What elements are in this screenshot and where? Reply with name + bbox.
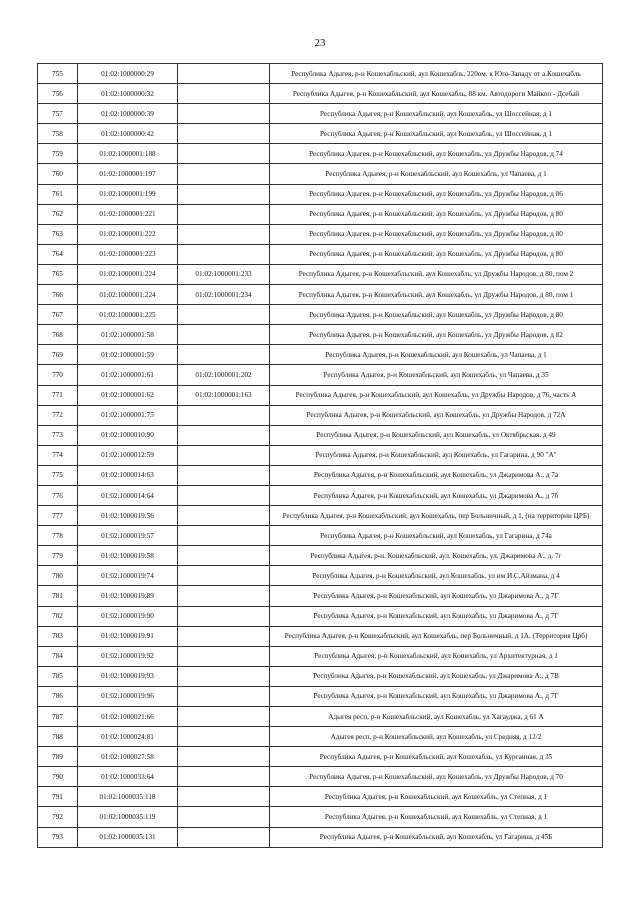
address-cell: Республика Адыгея, р-н Кошехабльский, аул Кошехабль, ул Чапаева, д 1 — [270, 164, 603, 184]
cadastral-number-cell: 01:02:1000035:131 — [78, 827, 178, 847]
related-cadastral-number-cell: 01:02:1000001:202 — [178, 365, 270, 385]
row-number-cell: 783 — [38, 626, 78, 646]
cadastral-number-cell: 01:02:1000019:90 — [78, 606, 178, 626]
address-cell: Республика Адыгея, р-н Кошехабльский, аул Кошехабль, ул Дружбы Народов, д 74 — [270, 144, 603, 164]
address-cell: Республика Адыгея, р-н Кошехабльский, аул Кошехабль, ул Октябрьская, д 49 — [270, 425, 603, 445]
cadastral-number-cell: 01:02:1000019:92 — [78, 646, 178, 666]
row-number-cell: 791 — [38, 787, 78, 807]
related-cadastral-number-cell — [178, 827, 270, 847]
cadastral-number-cell: 01:02:1000019:89 — [78, 586, 178, 606]
related-cadastral-number-cell — [178, 646, 270, 666]
address-cell: Республика Адыгея, р-н Кошехабльский, аул Кошехабль, пер Больничный, д 1А, (Территория Црб) — [270, 626, 603, 646]
table-row — [38, 264, 603, 284]
row-number-cell: 768 — [38, 325, 78, 345]
table-row — [38, 365, 603, 385]
address-cell: Республика Адыгея, р-н Кошехабльский, аул Кошехабль, ул Джаримова А., д 7Г — [270, 586, 603, 606]
row-number-cell: 760 — [38, 164, 78, 184]
cadastral-number-cell: 01:02:1000001:188 — [78, 144, 178, 164]
row-number-cell: 787 — [38, 707, 78, 727]
cadastral-number-cell: 01:02:1000019:96 — [78, 686, 178, 706]
page-number: 23 — [314, 37, 326, 49]
registry-table — [37, 63, 603, 848]
related-cadastral-number-cell — [178, 465, 270, 485]
row-number-cell: 775 — [38, 465, 78, 485]
address-cell: Республика Адыгея, р-н Кошехабльский, аул Кошехабль, ул Дружбы Народов, д 86 — [270, 184, 603, 204]
address-cell: Адыгея респ, р-н Кошехабльский, аул Кошехабль, ул Хагауджа, д 61 А — [270, 707, 603, 727]
related-cadastral-number-cell — [178, 325, 270, 345]
table-row — [38, 506, 603, 526]
cadastral-number-cell: 01:02:1000001:59 — [78, 345, 178, 365]
address-cell: Республика Адыгея, р-н Кошехабльский, аул Кошехабль, 88 км. Автодороги Майкоп - Дсебай — [270, 84, 603, 104]
cadastral-number-cell: 01:02:1000001:75 — [78, 405, 178, 425]
table-row — [38, 767, 603, 787]
address-cell: Республика Адыгея, р-н. Кошехабльский, аул. Кошехабль, ул. Джаримова А., д. 7г — [270, 546, 603, 566]
table-row — [38, 204, 603, 224]
row-number-cell: 776 — [38, 485, 78, 505]
related-cadastral-number-cell — [178, 727, 270, 747]
related-cadastral-number-cell — [178, 305, 270, 325]
table-row — [38, 485, 603, 505]
row-number-cell: 764 — [38, 244, 78, 264]
table-row — [38, 144, 603, 164]
address-cell: Республика Адыгея, р-н Кошехабльский, аул Кошехабль, ул Гагарина, д 90 "А" — [270, 445, 603, 465]
table-row — [38, 84, 603, 104]
related-cadastral-number-cell — [178, 526, 270, 546]
row-number-cell: 769 — [38, 345, 78, 365]
cadastral-number-cell: 01:02:1000019:74 — [78, 566, 178, 586]
row-number-cell: 793 — [38, 827, 78, 847]
table-row — [38, 285, 603, 305]
related-cadastral-number-cell — [178, 84, 270, 104]
related-cadastral-number-cell — [178, 445, 270, 465]
row-number-cell: 759 — [38, 144, 78, 164]
cadastral-number-cell: 01:02:1000021:66 — [78, 707, 178, 727]
table-row — [38, 727, 603, 747]
cadastral-number-cell: 01:02:1000019:57 — [78, 526, 178, 546]
cadastral-number-cell: 01:02:1000001:224 — [78, 264, 178, 284]
row-number-cell: 780 — [38, 566, 78, 586]
cadastral-number-cell: 01:02:1000019:91 — [78, 626, 178, 646]
address-cell: Республика Адыгея, р-н Кошехабльский, аул Кошехабль, пер Больничный, д 1, (на территории ЦРБ) — [270, 506, 603, 526]
registry-table-body — [38, 64, 603, 848]
cadastral-number-cell: 01:02:1000001:61 — [78, 365, 178, 385]
cadastral-number-cell: 01:02:1000033:64 — [78, 767, 178, 787]
table-row — [38, 345, 603, 365]
address-cell: Республика Адыгея, р-н Кошехабльский, аул Кошехабль, ул Дружбы Народов, д 76, часть А — [270, 385, 603, 405]
cadastral-number-cell: 01:02:1000000:29 — [78, 64, 178, 84]
table-row — [38, 104, 603, 124]
related-cadastral-number-cell — [178, 606, 270, 626]
address-cell: Республика Адыгея, р-н Кошехабльский, аул Кошехабль, ул Степная, д 1 — [270, 807, 603, 827]
address-cell: Республика Адыгея, р-н Кошехабльский, аул Кошехабль, ул Дружбы Народов, д 72А — [270, 405, 603, 425]
address-cell: Республика Адыгея, р-н Кошехабльский, аул Кошехабль, ул Джаримова А., д 7б — [270, 485, 603, 505]
table-row — [38, 305, 603, 325]
table-row — [38, 787, 603, 807]
related-cadastral-number-cell — [178, 124, 270, 144]
row-number-cell: 779 — [38, 546, 78, 566]
row-number-cell: 758 — [38, 124, 78, 144]
address-cell: Республика Адыгея, р-н Кошехабльский, аул Кошехабль, ул Джаримова А., д 7Г — [270, 686, 603, 706]
related-cadastral-number-cell — [178, 506, 270, 526]
row-number-cell: 757 — [38, 104, 78, 124]
table-row — [38, 666, 603, 686]
cadastral-number-cell: 01:02:1000019:93 — [78, 666, 178, 686]
cadastral-number-cell: 01:02:1000019:56 — [78, 506, 178, 526]
address-cell: Республика Адыгея, р-н Кошехабльский, аул Кошехабль, ул Дружбы Народов, д 80, пом 2 — [270, 264, 603, 284]
table-row — [38, 807, 603, 827]
cadastral-number-cell: 01:02:1000001:222 — [78, 224, 178, 244]
related-cadastral-number-cell — [178, 485, 270, 505]
related-cadastral-number-cell — [178, 787, 270, 807]
table-row — [38, 244, 603, 264]
cadastral-number-cell: 01:02:1000001:223 — [78, 244, 178, 264]
row-number-cell: 777 — [38, 506, 78, 526]
related-cadastral-number-cell — [178, 807, 270, 827]
table-row — [38, 325, 603, 345]
cadastral-number-cell: 01:02:1000024:81 — [78, 727, 178, 747]
row-number-cell: 781 — [38, 586, 78, 606]
related-cadastral-number-cell — [178, 626, 270, 646]
table-row — [38, 425, 603, 445]
related-cadastral-number-cell — [178, 425, 270, 445]
table-row — [38, 445, 603, 465]
row-number-cell: 784 — [38, 646, 78, 666]
cadastral-number-cell: 01:02:1000001:225 — [78, 305, 178, 325]
address-cell: Республика Адыгея, р-н Кошехабльский, аул Кошехабль, ул Джаримова А., д 7а — [270, 465, 603, 485]
address-cell: Республика Адыгея, р-н Кошехабльский, аул Кошехабль, 220ом. к Юго-Западу от а.Кошехабль — [270, 64, 603, 84]
table-row — [38, 646, 603, 666]
table-row — [38, 707, 603, 727]
row-number-cell: 785 — [38, 666, 78, 686]
address-cell: Республика Адыгея, р-н Кошехабльский, аул Кошехабль, ул Джаримова А., д 7Г — [270, 606, 603, 626]
table-row — [38, 686, 603, 706]
related-cadastral-number-cell — [178, 686, 270, 706]
table-row — [38, 626, 603, 646]
table-row — [38, 224, 603, 244]
related-cadastral-number-cell — [178, 144, 270, 164]
row-number-cell: 762 — [38, 204, 78, 224]
table-row — [38, 546, 603, 566]
table-row — [38, 566, 603, 586]
related-cadastral-number-cell — [178, 64, 270, 84]
related-cadastral-number-cell — [178, 546, 270, 566]
address-cell: Республика Адыгея, р-н Кошехабльский, аул Кошехабль, ул Чапаева, д 1 — [270, 345, 603, 365]
related-cadastral-number-cell — [178, 666, 270, 686]
related-cadastral-number-cell — [178, 244, 270, 264]
related-cadastral-number-cell — [178, 204, 270, 224]
table-row — [38, 526, 603, 546]
related-cadastral-number-cell — [178, 405, 270, 425]
related-cadastral-number-cell — [178, 184, 270, 204]
address-cell: Республика Адыгея, р-н Кошехабльский, аул Кошехабль, ул Джаримова А., д 7В — [270, 666, 603, 686]
related-cadastral-number-cell — [178, 345, 270, 365]
table-row — [38, 124, 603, 144]
row-number-cell: 778 — [38, 526, 78, 546]
cadastral-number-cell: 01:02:1000001:62 — [78, 385, 178, 405]
cadastral-number-cell: 01:02:1000010:90 — [78, 425, 178, 445]
related-cadastral-number-cell: 01:02:1000001:233 — [178, 264, 270, 284]
table-row — [38, 64, 603, 84]
table-row — [38, 164, 603, 184]
row-number-cell: 755 — [38, 64, 78, 84]
related-cadastral-number-cell: 01:02:1000001:234 — [178, 285, 270, 305]
row-number-cell: 790 — [38, 767, 78, 787]
table-row — [38, 827, 603, 847]
table-row — [38, 465, 603, 485]
table-row — [38, 184, 603, 204]
row-number-cell: 773 — [38, 425, 78, 445]
row-number-cell: 792 — [38, 807, 78, 827]
address-cell: Республика Адыгея, р-н Кошехабльский, аул Кошехабль, ул Архитектурная, д 1 — [270, 646, 603, 666]
address-cell: Адыгея респ, р-н Кошехабльский, аул Кошехабль, ул Средняя, д 12/2 — [270, 727, 603, 747]
address-cell: Республика Адыгея, р-н Кошехабльский, аул Кошехабль, ул Гагарина, д 45Б — [270, 827, 603, 847]
cadastral-number-cell: 01:02:1000019:58 — [78, 546, 178, 566]
cadastral-number-cell: 01:02:1000027:58 — [78, 747, 178, 767]
row-number-cell: 761 — [38, 184, 78, 204]
address-cell: Республика Адыгея, р-н Кошехабльский, аул Кошехабль, ул Дружбы Народов, д 80, пом 1 — [270, 285, 603, 305]
row-number-cell: 770 — [38, 365, 78, 385]
address-cell: Республика Адыгея, р-н Кошехабльский, аул Кошехабль, ул Гагарина, д 74а — [270, 526, 603, 546]
address-cell: Республика Адыгея, р-н Кошехабльский, аул Кошехабль, ул им И.С.Айзмана, д 4 — [270, 566, 603, 586]
cadastral-number-cell: 01:02:1000014:64 — [78, 485, 178, 505]
row-number-cell: 756 — [38, 84, 78, 104]
address-cell: Республика Адыгея, р-н Кошехабльский, аул Кошехабль, ул Дружбы Народов, д 70 — [270, 767, 603, 787]
row-number-cell: 782 — [38, 606, 78, 626]
row-number-cell: 766 — [38, 285, 78, 305]
related-cadastral-number-cell: 01:02:1000001:163 — [178, 385, 270, 405]
address-cell: Республика Адыгея, р-н Кошехабльский, аул Кошехабль, ул Дружбы Народов, д 80 — [270, 224, 603, 244]
table-row — [38, 606, 603, 626]
row-number-cell: 763 — [38, 224, 78, 244]
row-number-cell: 786 — [38, 686, 78, 706]
row-number-cell: 765 — [38, 264, 78, 284]
related-cadastral-number-cell — [178, 586, 270, 606]
table-row — [38, 405, 603, 425]
cadastral-number-cell: 01:02:1000001:58 — [78, 325, 178, 345]
cadastral-number-cell: 01:02:1000001:199 — [78, 184, 178, 204]
address-cell: Республика Адыгея, р-н Кошехабльский, аул Кошехабль, ул Шоссейная, д 1 — [270, 124, 603, 144]
related-cadastral-number-cell — [178, 224, 270, 244]
address-cell: Республика Адыгея, р-н Кошехабльский, аул Кошехабль, ул Курганная, д 35 — [270, 747, 603, 767]
row-number-cell: 771 — [38, 385, 78, 405]
cadastral-number-cell: 01:02:1000014:63 — [78, 465, 178, 485]
row-number-cell: 774 — [38, 445, 78, 465]
row-number-cell: 789 — [38, 747, 78, 767]
cadastral-number-cell: 01:02:1000001:197 — [78, 164, 178, 184]
address-cell: Республика Адыгея, р-н Кошехабльский, аул Кошехабль, ул Чапаева, д 35 — [270, 365, 603, 385]
cadastral-number-cell: 01:02:1000000:42 — [78, 124, 178, 144]
address-cell: Республика Адыгея, р-н Кошехабльский, аул Кошехабль, ул Степная, д 1 — [270, 787, 603, 807]
related-cadastral-number-cell — [178, 767, 270, 787]
row-number-cell: 772 — [38, 405, 78, 425]
table-row — [38, 385, 603, 405]
cadastral-number-cell: 01:02:1000035:119 — [78, 807, 178, 827]
cadastral-number-cell: 01:02:1000012:59 — [78, 445, 178, 465]
cadastral-number-cell: 01:02:1000035:118 — [78, 787, 178, 807]
row-number-cell: 788 — [38, 727, 78, 747]
table-row — [38, 586, 603, 606]
cadastral-number-cell: 01:02:1000001:221 — [78, 204, 178, 224]
cadastral-number-cell: 01:02:1000001:224 — [78, 285, 178, 305]
related-cadastral-number-cell — [178, 747, 270, 767]
address-cell: Республика Адыгея, р-н Кошехабльский, аул Кошехабль, ул Дружбы Народов, д 80 — [270, 244, 603, 264]
address-cell: Республика Адыгея, р-н Кошехабльский, аул Кошехабль, ул Дружбы Народов, д 80 — [270, 204, 603, 224]
related-cadastral-number-cell — [178, 104, 270, 124]
cadastral-number-cell: 01:02:1000000:32 — [78, 84, 178, 104]
table-row — [38, 747, 603, 767]
related-cadastral-number-cell — [178, 566, 270, 586]
address-cell: Республика Адыгея, р-н Кошехабльский, аул Кошехабль, ул Дружбы Народов, д 82 — [270, 325, 603, 345]
related-cadastral-number-cell — [178, 707, 270, 727]
address-cell: Республика Адыгея, р-н Кошехабльский, аул Кошехабль, ул Дружбы Народов, д 80 — [270, 305, 603, 325]
cadastral-number-cell: 01:02:1000000:39 — [78, 104, 178, 124]
related-cadastral-number-cell — [178, 164, 270, 184]
address-cell: Республика Адыгея, р-н Кошехабльский, аул Кошехабль, ул Шоссейная, д 1 — [270, 104, 603, 124]
row-number-cell: 767 — [38, 305, 78, 325]
